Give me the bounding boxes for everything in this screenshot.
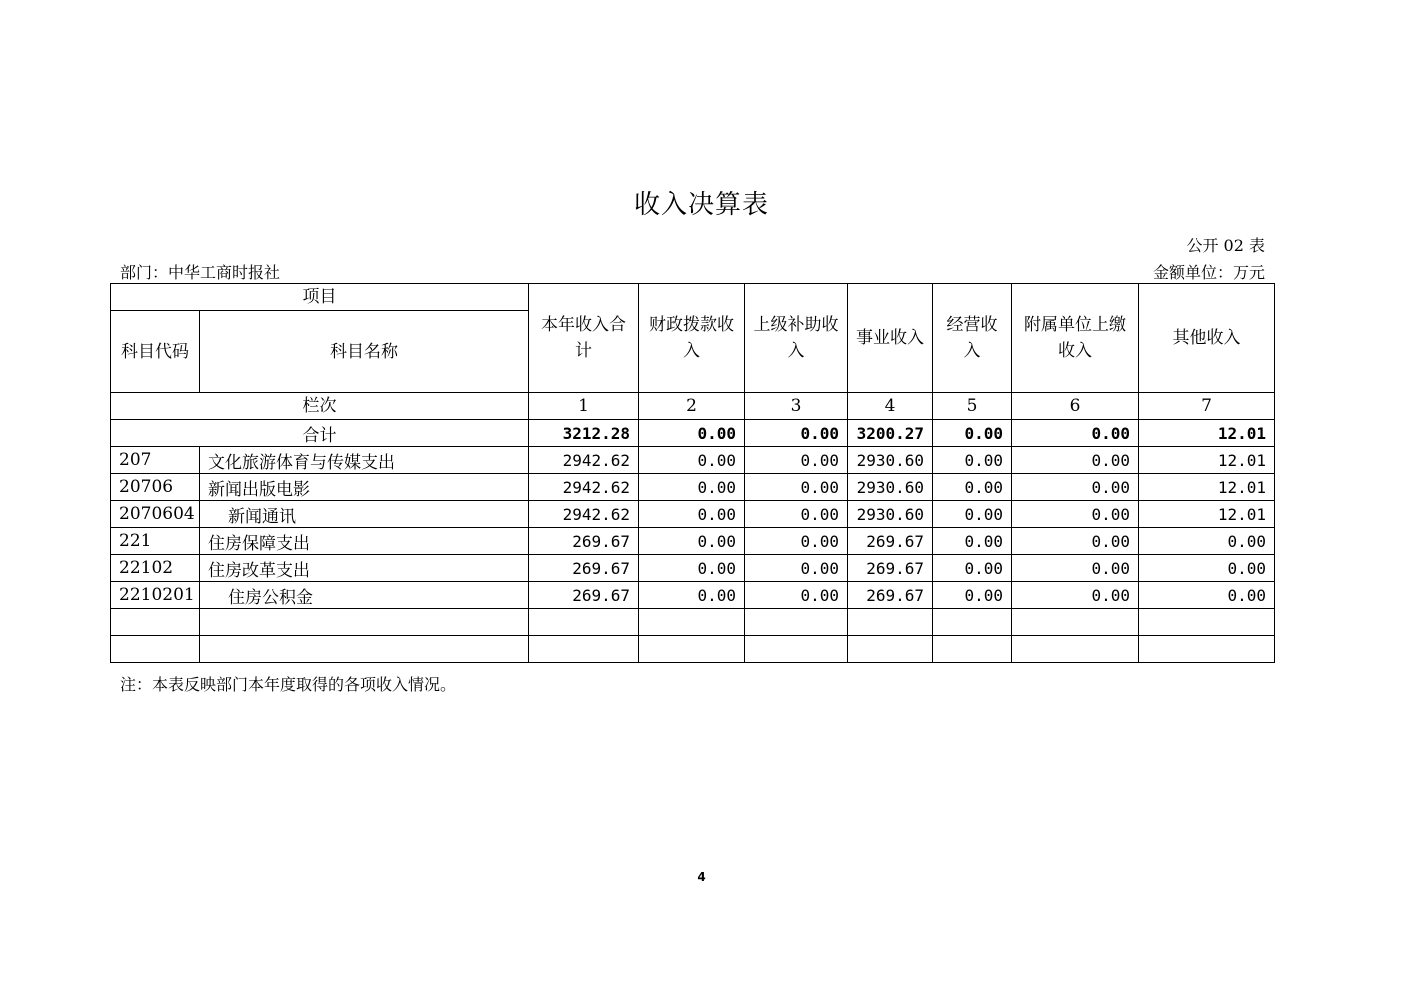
income-value: 0.00 — [639, 528, 745, 555]
page-number: 4 — [697, 870, 706, 884]
total-label: 合计 — [111, 420, 529, 447]
subject-code: 2070604 — [111, 501, 200, 528]
income-value: 2942.62 — [529, 501, 639, 528]
income-value: 2942.62 — [529, 447, 639, 474]
col-num-1: 1 — [529, 393, 639, 420]
header-row-1 — [111, 284, 1275, 311]
header-name: 科目名称 — [200, 311, 529, 393]
income-value: 0.00 — [1139, 528, 1275, 555]
header-col-4: 事业收入 — [848, 284, 933, 393]
income-value: 12.01 — [1139, 501, 1275, 528]
empty-cell — [529, 609, 639, 636]
income-value: 0.00 — [745, 501, 848, 528]
header-col-3: 上级补助收入 — [745, 284, 848, 393]
empty-cell — [848, 636, 933, 663]
income-value: 269.67 — [529, 528, 639, 555]
table-row — [111, 582, 1275, 609]
page-title: 收入决算表 — [633, 190, 769, 220]
income-value: 0.00 — [1139, 555, 1275, 582]
subject-code: 207 — [111, 447, 200, 474]
amount-unit-label: 金额单位：万元 — [1152, 263, 1265, 282]
income-value: 0.00 — [1012, 555, 1139, 582]
empty-cell — [1012, 636, 1139, 663]
table-row — [111, 474, 1275, 501]
income-value: 0.00 — [639, 447, 745, 474]
col-num-6: 6 — [1012, 393, 1139, 420]
header-col-6: 附属单位上缴收入 — [1012, 284, 1139, 393]
empty-cell — [1139, 636, 1275, 663]
row-label: 栏次 — [111, 393, 529, 420]
empty-cell — [639, 636, 745, 663]
total-value: 0.00 — [1012, 420, 1139, 447]
income-value: 269.67 — [529, 582, 639, 609]
col-num-7: 7 — [1139, 393, 1275, 420]
subject-code: 20706 — [111, 474, 200, 501]
total-value: 0.00 — [639, 420, 745, 447]
income-value: 2930.60 — [848, 447, 933, 474]
empty-row — [111, 609, 1275, 636]
income-value: 2930.60 — [848, 501, 933, 528]
subject-name: 住房保障支出 — [200, 528, 529, 555]
empty-row — [111, 636, 1275, 663]
table-row — [111, 447, 1275, 474]
total-value: 12.01 — [1139, 420, 1275, 447]
subject-name: 住房公积金 — [200, 582, 529, 609]
income-value: 0.00 — [1012, 528, 1139, 555]
subject-name: 文化旅游体育与传媒支出 — [200, 447, 529, 474]
income-value: 0.00 — [639, 555, 745, 582]
table-note: 注：本表反映部门本年度取得的各项收入情况。 — [120, 675, 457, 694]
header-col-2: 财政拨款收入 — [639, 284, 745, 393]
table-row — [111, 555, 1275, 582]
empty-cell — [111, 636, 200, 663]
empty-cell — [639, 609, 745, 636]
subject-code: 221 — [111, 528, 200, 555]
empty-cell — [745, 636, 848, 663]
income-value: 0.00 — [1012, 582, 1139, 609]
subject-code: 2210201 — [111, 582, 200, 609]
income-value: 0.00 — [1012, 501, 1139, 528]
income-value: 269.67 — [848, 582, 933, 609]
header-project: 项目 — [111, 284, 529, 311]
total-value: 0.00 — [933, 420, 1012, 447]
income-value: 2942.62 — [529, 474, 639, 501]
income-value: 0.00 — [745, 447, 848, 474]
col-num-5: 5 — [933, 393, 1012, 420]
subject-name: 住房改革支出 — [200, 555, 529, 582]
income-value: 0.00 — [745, 582, 848, 609]
income-value: 0.00 — [745, 474, 848, 501]
income-value: 2930.60 — [848, 474, 933, 501]
income-value: 0.00 — [1012, 474, 1139, 501]
form-number: 公开 02 表 — [1186, 236, 1265, 255]
empty-cell — [111, 609, 200, 636]
income-value: 12.01 — [1139, 447, 1275, 474]
department-label: 部门：中华工商时报社 — [120, 263, 281, 282]
income-value: 12.01 — [1139, 474, 1275, 501]
total-value: 3200.27 — [848, 420, 933, 447]
income-value: 0.00 — [933, 447, 1012, 474]
empty-cell — [848, 609, 933, 636]
empty-cell — [200, 609, 529, 636]
empty-cell — [933, 636, 1012, 663]
income-value: 269.67 — [848, 528, 933, 555]
total-value: 3212.28 — [529, 420, 639, 447]
income-value: 0.00 — [639, 501, 745, 528]
income-value: 0.00 — [745, 555, 848, 582]
header-col-1: 本年收入合计 — [529, 284, 639, 393]
income-value: 0.00 — [933, 528, 1012, 555]
income-value: 0.00 — [1139, 582, 1275, 609]
table-row — [111, 501, 1275, 528]
col-num-2: 2 — [639, 393, 745, 420]
subject-name: 新闻通讯 — [200, 501, 529, 528]
empty-cell — [1012, 609, 1139, 636]
empty-cell — [200, 636, 529, 663]
total-row — [111, 420, 1275, 447]
income-value: 0.00 — [933, 555, 1012, 582]
empty-cell — [933, 609, 1012, 636]
subject-name: 新闻出版电影 — [200, 474, 529, 501]
header-col-7: 其他收入 — [1139, 284, 1275, 393]
income-table — [110, 283, 1275, 663]
income-value: 0.00 — [933, 474, 1012, 501]
total-value: 0.00 — [745, 420, 848, 447]
col-num-3: 3 — [745, 393, 848, 420]
subject-code: 22102 — [111, 555, 200, 582]
income-value: 0.00 — [933, 582, 1012, 609]
header-code: 科目代码 — [111, 311, 200, 393]
income-value: 0.00 — [933, 501, 1012, 528]
empty-cell — [745, 609, 848, 636]
income-value: 0.00 — [639, 474, 745, 501]
empty-cell — [1139, 609, 1275, 636]
table-row — [111, 528, 1275, 555]
income-value: 0.00 — [745, 528, 848, 555]
column-number-row — [111, 393, 1275, 420]
col-num-4: 4 — [848, 393, 933, 420]
income-value: 0.00 — [1012, 447, 1139, 474]
empty-cell — [529, 636, 639, 663]
income-value: 269.67 — [848, 555, 933, 582]
income-value: 269.67 — [529, 555, 639, 582]
income-value: 0.00 — [639, 582, 745, 609]
header-col-5: 经营收入 — [933, 284, 1012, 393]
